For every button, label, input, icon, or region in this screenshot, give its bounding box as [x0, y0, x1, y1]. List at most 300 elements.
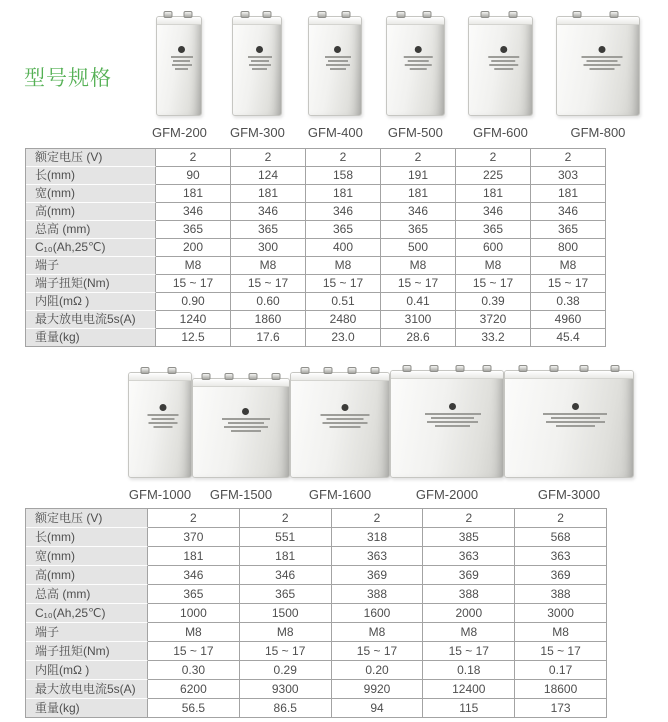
- spec-row: [26, 275, 606, 293]
- spec-value: 15 ~ 17: [332, 642, 424, 661]
- brand-logo-icon: [341, 404, 348, 411]
- model-caption: GFM-300: [229, 125, 285, 140]
- battery-figure: [192, 378, 290, 502]
- spec-value: 2: [240, 509, 332, 528]
- decal-text-line: [407, 60, 429, 62]
- battery-top-face: [129, 373, 191, 381]
- spec-value: 191: [381, 167, 456, 185]
- decal-text-line: [252, 68, 267, 70]
- spec-value: M8: [332, 623, 424, 642]
- battery-terminal-icon: [248, 373, 257, 380]
- spec-value: 181: [381, 185, 456, 203]
- battery-top-face: [233, 17, 281, 25]
- decal-text-line: [320, 414, 369, 416]
- spec-table-1: [25, 148, 606, 347]
- decal-text-line: [326, 64, 350, 66]
- battery-terminal-icon: [610, 11, 619, 18]
- spec-value: 15 ~ 17: [456, 275, 531, 293]
- spec-value: 2: [231, 149, 306, 167]
- decal-text-line: [546, 421, 605, 423]
- spec-value: 1860: [231, 311, 306, 329]
- spec-value: M8: [240, 623, 332, 642]
- spec-value: 158: [306, 167, 381, 185]
- battery-label-decal: [320, 404, 369, 428]
- spec-row: [26, 311, 606, 329]
- spec-value: 12400: [423, 680, 515, 699]
- battery-terminal-icon: [611, 365, 620, 372]
- decal-text-line: [409, 68, 427, 70]
- battery-top-face: [557, 17, 639, 25]
- brand-logo-icon: [256, 46, 263, 53]
- model-caption: GFM-500: [387, 125, 443, 140]
- battery-figure: [290, 372, 390, 502]
- model-caption: GFM-1000: [128, 487, 192, 502]
- decal-text-line: [492, 60, 516, 62]
- battery-terminal-icon: [397, 11, 406, 18]
- spec-value: 568: [515, 528, 607, 547]
- brand-logo-icon: [242, 408, 249, 415]
- battery-figure: [308, 16, 363, 140]
- model-caption: GFM-400: [307, 125, 363, 140]
- spec-value: 23.0: [306, 329, 381, 347]
- row-label: 重量(kg): [26, 329, 156, 347]
- battery-terminal-icon: [573, 11, 582, 18]
- spec-row: [26, 547, 607, 566]
- decal-text-line: [551, 417, 600, 419]
- spec-value: 365: [456, 221, 531, 239]
- model-caption: GFM-800: [570, 125, 626, 140]
- decal-text-line: [175, 68, 189, 70]
- battery-terminal-icon: [225, 373, 234, 380]
- spec-value: M8: [515, 623, 607, 642]
- decal-text-line: [543, 413, 607, 415]
- spec-value: 346: [240, 566, 332, 585]
- battery-label-decal: [148, 404, 179, 428]
- battery-label-decal: [248, 46, 272, 70]
- spec-value: 365: [306, 221, 381, 239]
- spec-value: 0.90: [156, 293, 231, 311]
- battery-terminal-icon: [402, 365, 411, 372]
- spec-value: 346: [306, 203, 381, 221]
- spec-value: 0.38: [531, 293, 606, 311]
- battery-terminal-icon: [263, 11, 272, 18]
- row-label: 重量(kg): [26, 699, 148, 718]
- spec-value: 15 ~ 17: [306, 275, 381, 293]
- row-label: 端子扭矩(Nm): [26, 275, 156, 293]
- battery-figure: [152, 16, 207, 140]
- battery-terminal-icon: [347, 367, 356, 374]
- decal-text-line: [231, 430, 261, 432]
- spec-row: [26, 680, 607, 699]
- spec-value: 181: [240, 547, 332, 566]
- row-label: 额定电压 (V): [26, 149, 156, 167]
- spec-value: 1240: [156, 311, 231, 329]
- decal-text-line: [322, 422, 367, 424]
- decal-text-line: [325, 56, 351, 58]
- decal-text-line: [494, 68, 514, 70]
- spec-value: 388: [423, 585, 515, 604]
- decal-text-line: [489, 64, 518, 66]
- row-label: 总高 (mm): [26, 221, 156, 239]
- battery-terminal-icon: [509, 11, 518, 18]
- spec-value: 365: [531, 221, 606, 239]
- spec-value: M8: [381, 257, 456, 275]
- spec-value: 1600: [332, 604, 424, 623]
- battery-terminal-icon: [429, 365, 438, 372]
- spec-value: 225: [456, 167, 531, 185]
- decal-text-line: [427, 421, 479, 423]
- spec-value: 2: [456, 149, 531, 167]
- spec-value: 173: [515, 699, 607, 718]
- battery-top-face: [387, 17, 444, 25]
- spec-value: 2: [332, 509, 424, 528]
- battery-terminal-icon: [324, 367, 333, 374]
- decal-text-line: [171, 56, 193, 58]
- spec-value: 303: [531, 167, 606, 185]
- battery-terminal-icon: [184, 11, 193, 18]
- decal-text-line: [148, 414, 179, 416]
- spec-row: [26, 185, 606, 203]
- row-label: 额定电压 (V): [26, 509, 148, 528]
- battery-terminal-icon: [518, 365, 527, 372]
- spec-value: 2: [306, 149, 381, 167]
- spec-row: [26, 239, 606, 257]
- row-label: 最大放电电流5s(A): [26, 680, 148, 699]
- battery-top-face: [291, 373, 389, 381]
- figure-row-2: [128, 374, 622, 502]
- battery-top-face: [157, 17, 201, 25]
- battery-image: [232, 16, 282, 116]
- spec-row: [26, 203, 606, 221]
- decal-text-line: [222, 418, 270, 420]
- spec-row: [26, 509, 607, 528]
- spec-value: 369: [515, 566, 607, 585]
- decal-text-line: [330, 68, 346, 70]
- spec-value: M8: [306, 257, 381, 275]
- spec-value: 2: [148, 509, 240, 528]
- spec-value: 2: [381, 149, 456, 167]
- battery-terminal-icon: [456, 365, 465, 372]
- spec-value: 800: [531, 239, 606, 257]
- row-label: 端子: [26, 623, 148, 642]
- spec-value: 346: [148, 566, 240, 585]
- battery-image: [128, 372, 192, 478]
- spec-value: 4960: [531, 311, 606, 329]
- spec-value: 15 ~ 17: [423, 642, 515, 661]
- spec-value: 346: [381, 203, 456, 221]
- spec-value: 500: [381, 239, 456, 257]
- spec-value: 3000: [515, 604, 607, 623]
- row-label: 宽(mm): [26, 185, 156, 203]
- spec-value: 86.5: [240, 699, 332, 718]
- battery-image: [390, 370, 504, 478]
- figure-row-1: [152, 12, 640, 140]
- spec-value: 181: [531, 185, 606, 203]
- decal-text-line: [248, 56, 272, 58]
- decal-text-line: [586, 60, 617, 62]
- row-label: 长(mm): [26, 167, 156, 185]
- spec-value: 0.41: [381, 293, 456, 311]
- battery-label-decal: [425, 403, 481, 427]
- battery-terminal-icon: [483, 365, 492, 372]
- spec-row: [26, 149, 606, 167]
- decal-text-line: [405, 64, 431, 66]
- spec-row: [26, 642, 607, 661]
- spec-value: 90: [156, 167, 231, 185]
- spec-row: [26, 623, 607, 642]
- brand-logo-icon: [178, 46, 185, 53]
- spec-value: 9920: [332, 680, 424, 699]
- spec-value: 1500: [240, 604, 332, 623]
- spec-value: 2000: [423, 604, 515, 623]
- spec-value: 365: [231, 221, 306, 239]
- spec-value: 9300: [240, 680, 332, 699]
- row-label: 最大放电电流5s(A): [26, 311, 156, 329]
- spec-row: [26, 661, 607, 680]
- decal-text-line: [173, 60, 190, 62]
- page-title: 型号规格: [24, 67, 112, 90]
- spec-value: 15 ~ 17: [156, 275, 231, 293]
- spec-value: 388: [332, 585, 424, 604]
- decal-text-line: [224, 426, 268, 428]
- row-label: C₁₀(Ah,25℃): [26, 604, 148, 623]
- decal-text-line: [583, 64, 621, 66]
- battery-image: [192, 378, 290, 478]
- spec-value: 124: [231, 167, 306, 185]
- decal-text-line: [435, 425, 470, 427]
- battery-label-decal: [325, 46, 351, 70]
- spec-value: 94: [332, 699, 424, 718]
- spec-value: 181: [156, 185, 231, 203]
- spec-value: 56.5: [148, 699, 240, 718]
- decal-text-line: [251, 60, 269, 62]
- model-caption: GFM-2000: [415, 487, 479, 502]
- decal-text-line: [228, 422, 264, 424]
- spec-value: M8: [148, 623, 240, 642]
- battery-figure: [390, 370, 504, 502]
- battery-label-decal: [543, 403, 607, 427]
- spec-value: 300: [231, 239, 306, 257]
- spec-value: 365: [156, 221, 231, 239]
- decal-text-line: [404, 56, 433, 58]
- row-label: 端子扭矩(Nm): [26, 642, 148, 661]
- spec-row: [26, 293, 606, 311]
- decal-text-line: [153, 426, 172, 428]
- battery-terminal-icon: [168, 367, 177, 374]
- spec-row: [26, 585, 607, 604]
- spec-value: 365: [381, 221, 456, 239]
- model-caption: GFM-1600: [308, 487, 372, 502]
- spec-value: 346: [456, 203, 531, 221]
- spec-row: [26, 257, 606, 275]
- battery-label-decal: [582, 46, 623, 70]
- spec-value: 318: [332, 528, 424, 547]
- battery-terminal-icon: [480, 11, 489, 18]
- spec-value: 1000: [148, 604, 240, 623]
- spec-value: 363: [332, 547, 424, 566]
- battery-figure: [556, 16, 640, 140]
- spec-value: 0.39: [456, 293, 531, 311]
- battery-top-face: [391, 371, 503, 379]
- battery-label-decal: [171, 46, 193, 70]
- battery-image: [468, 16, 533, 116]
- spec-value: 115: [423, 699, 515, 718]
- battery-image: [290, 372, 390, 478]
- spec-value: 15 ~ 17: [148, 642, 240, 661]
- spec-value: 15 ~ 17: [531, 275, 606, 293]
- battery-label-decal: [404, 46, 433, 70]
- decal-text-line: [431, 417, 474, 419]
- spec-value: 3100: [381, 311, 456, 329]
- brand-logo-icon: [449, 403, 456, 410]
- battery-image: [556, 16, 640, 116]
- spec-value: 365: [148, 585, 240, 604]
- spec-row: [26, 329, 606, 347]
- decal-text-line: [488, 56, 520, 58]
- battery-terminal-icon: [422, 11, 431, 18]
- row-label: 高(mm): [26, 566, 148, 585]
- spec-row: [26, 167, 606, 185]
- battery-terminal-icon: [549, 365, 558, 372]
- battery-terminal-icon: [371, 367, 380, 374]
- battery-terminal-icon: [241, 11, 250, 18]
- spec-value: 181: [148, 547, 240, 566]
- battery-terminal-icon: [271, 373, 280, 380]
- spec-value: 551: [240, 528, 332, 547]
- spec-value: 15 ~ 17: [240, 642, 332, 661]
- battery-terminal-icon: [164, 11, 173, 18]
- brand-logo-icon: [500, 46, 507, 53]
- decal-text-line: [172, 64, 192, 66]
- spec-value: 33.2: [456, 329, 531, 347]
- decal-text-line: [556, 425, 596, 427]
- spec-value: 2: [515, 509, 607, 528]
- row-label: 长(mm): [26, 528, 148, 547]
- spec-value: 3720: [456, 311, 531, 329]
- spec-value: 181: [456, 185, 531, 203]
- spec-value: 6200: [148, 680, 240, 699]
- row-label: 端子: [26, 257, 156, 275]
- spec-value: 2: [423, 509, 515, 528]
- battery-terminal-icon: [341, 11, 350, 18]
- decal-text-line: [249, 64, 271, 66]
- spec-value: M8: [456, 257, 531, 275]
- spec-value: 15 ~ 17: [381, 275, 456, 293]
- spec-value: 17.6: [231, 329, 306, 347]
- spec-value: 15 ~ 17: [231, 275, 306, 293]
- row-label: 宽(mm): [26, 547, 148, 566]
- battery-top-face: [309, 17, 361, 25]
- model-caption: GFM-1500: [209, 487, 273, 502]
- decal-text-line: [151, 418, 175, 420]
- battery-image: [156, 16, 202, 116]
- spec-value: 370: [148, 528, 240, 547]
- battery-figure: [230, 16, 285, 140]
- spec-value: 346: [231, 203, 306, 221]
- battery-label-decal: [488, 46, 520, 70]
- spec-value: 45.4: [531, 329, 606, 347]
- spec-value: 0.30: [148, 661, 240, 680]
- battery-figure: [468, 16, 533, 140]
- spec-value: 12.5: [156, 329, 231, 347]
- spec-value: 181: [306, 185, 381, 203]
- spec-value: 388: [515, 585, 607, 604]
- spec-value: 0.51: [306, 293, 381, 311]
- spec-value: 365: [240, 585, 332, 604]
- spec-row: [26, 566, 607, 585]
- battery-image: [504, 370, 634, 478]
- battery-figure: [504, 370, 634, 502]
- spec-value: 600: [456, 239, 531, 257]
- battery-top-face: [193, 379, 289, 387]
- spec-value: M8: [531, 257, 606, 275]
- decal-text-line: [589, 68, 614, 70]
- row-label: 内阻(mΩ ): [26, 661, 148, 680]
- spec-row: [26, 604, 607, 623]
- battery-terminal-icon: [580, 365, 589, 372]
- battery-figure: [386, 16, 445, 140]
- decal-text-line: [328, 60, 348, 62]
- battery-top-face: [469, 17, 532, 25]
- decal-text-line: [149, 422, 178, 424]
- spec-value: 2: [531, 149, 606, 167]
- spec-value: 18600: [515, 680, 607, 699]
- spec-value: 0.60: [231, 293, 306, 311]
- spec-value: 369: [332, 566, 424, 585]
- battery-image: [308, 16, 362, 116]
- spec-row: [26, 528, 607, 547]
- model-caption: GFM-3000: [537, 487, 601, 502]
- brand-logo-icon: [572, 403, 579, 410]
- spec-value: M8: [156, 257, 231, 275]
- spec-value: 28.6: [381, 329, 456, 347]
- spec-value: 200: [156, 239, 231, 257]
- battery-terminal-icon: [202, 373, 211, 380]
- battery-terminal-icon: [318, 11, 327, 18]
- spec-row: [26, 221, 606, 239]
- spec-value: 363: [423, 547, 515, 566]
- spec-row: [26, 699, 607, 718]
- spec-value: 2: [156, 149, 231, 167]
- spec-value: 346: [156, 203, 231, 221]
- row-label: 高(mm): [26, 203, 156, 221]
- battery-label-decal: [222, 408, 270, 432]
- row-label: 内阻(mΩ ): [26, 293, 156, 311]
- spec-value: 346: [531, 203, 606, 221]
- battery-terminal-icon: [300, 367, 309, 374]
- spec-value: 363: [515, 547, 607, 566]
- row-label: C₁₀(Ah,25℃): [26, 239, 156, 257]
- model-caption: GFM-200: [152, 125, 207, 140]
- spec-value: 2480: [306, 311, 381, 329]
- spec-table-2: [25, 508, 607, 718]
- decal-text-line: [330, 426, 360, 428]
- brand-logo-icon: [334, 46, 341, 53]
- brand-logo-icon: [599, 46, 606, 53]
- brand-logo-icon: [415, 46, 422, 53]
- spec-value: M8: [231, 257, 306, 275]
- spec-value: 369: [423, 566, 515, 585]
- decal-text-line: [425, 413, 481, 415]
- battery-terminal-icon: [140, 367, 149, 374]
- spec-value: 400: [306, 239, 381, 257]
- model-caption: GFM-600: [472, 125, 528, 140]
- battery-top-face: [505, 371, 633, 379]
- decal-text-line: [326, 418, 363, 420]
- battery-figure: [128, 372, 192, 502]
- battery-image: [386, 16, 445, 116]
- decal-text-line: [582, 56, 623, 58]
